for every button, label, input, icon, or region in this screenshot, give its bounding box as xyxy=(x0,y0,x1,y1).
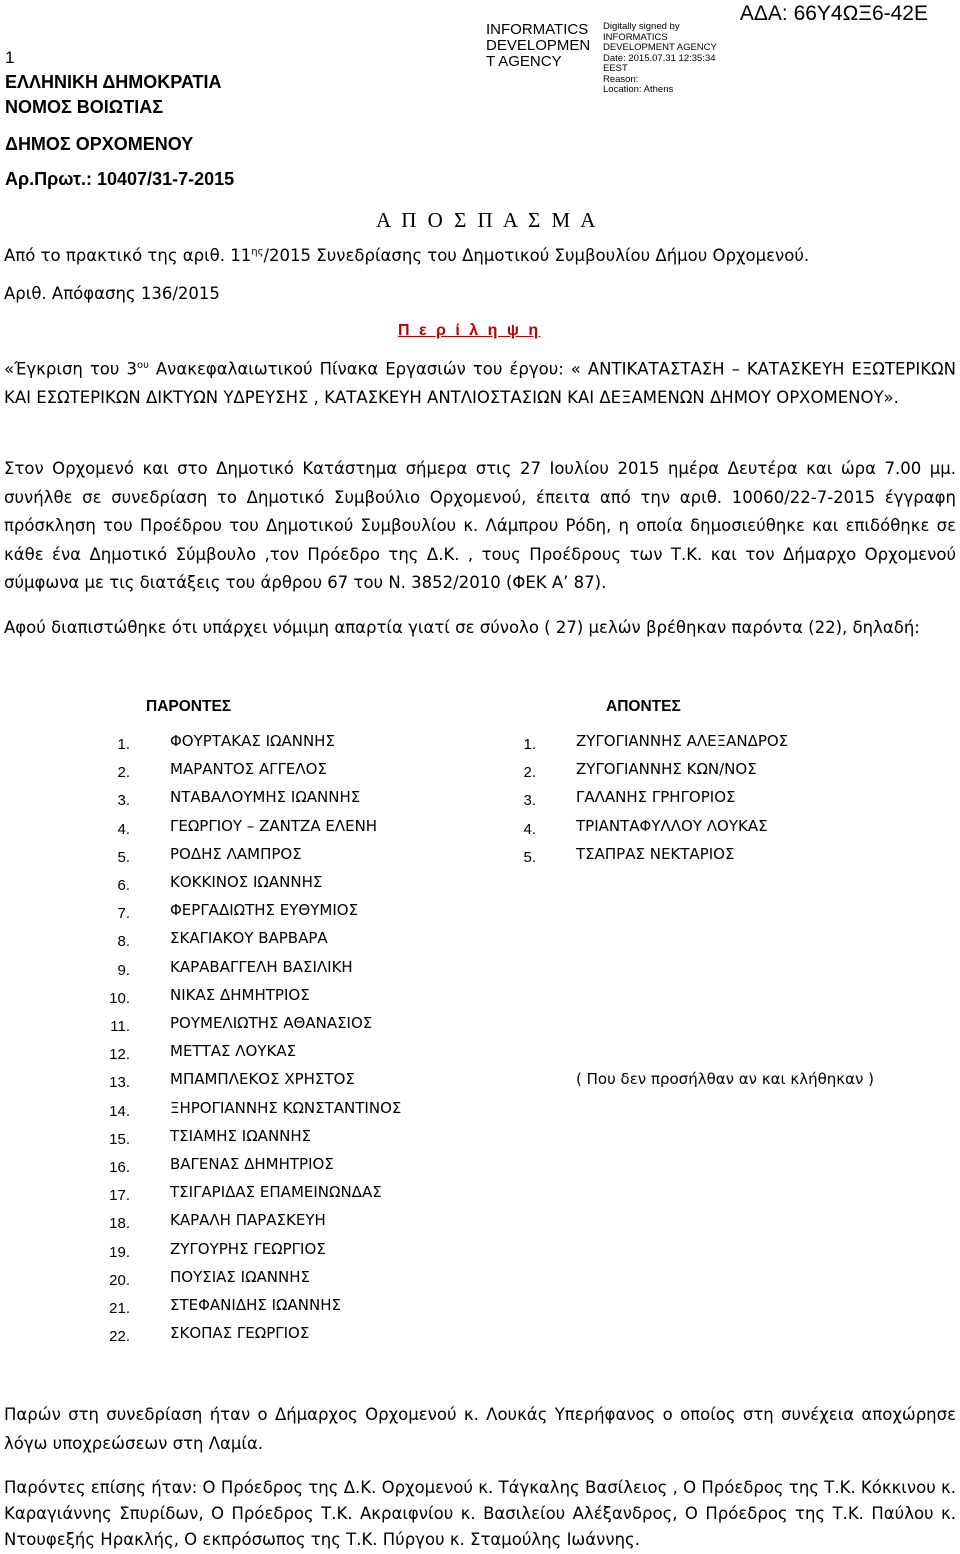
signature-location: Location: Athens xyxy=(603,84,674,95)
signer-name-line1: INFORMATICS xyxy=(486,21,589,38)
member-number: 8. xyxy=(117,933,130,951)
member-number: 18. xyxy=(109,1215,130,1233)
member-number: 1. xyxy=(117,736,130,753)
absent-note: ( Που δεν προσήλθαν αν και κλήθηκαν ) xyxy=(576,1070,875,1088)
member-number: 10. xyxy=(109,989,130,1007)
summary-text xyxy=(4,352,956,412)
meeting-text: Στον Ορχομενό και στο Δημοτικό Κατάστημα σήμερα στις 27 Ιουλίου 2015 ημέρα Δευτέρα και ώρα 7.00 μμ. συνήλθε σε συνεδρίαση το Δημοτικό Συμβούλιο Ορχομενού, έπειτα από την αριθ. 10060/22-7-2015 έγγραφη πρόσκληση του Προέδρου του Δημοτικού Συμβουλίου κ. Λάμπρου Ρόδη, η οποία δημοσιεύθηκε και επιδόθηκε σε κάθε ένα Δημοτικό Σύμβουλο ,τον Πρόεδρο της Δ.Κ. , τους Προέδρους των Τ.Κ. και τον Δήμαρχο Ορχομενού σύμφωνα με τις διατάξεις του άρθρου 67 του Ν. 3852/2010 (ΦΕΚ Α’ 87). xyxy=(4,459,956,592)
member-number: 5. xyxy=(117,848,130,866)
member-name: ΣΚΑΓΙΑΚΟΥ ΒΑΡΒΑΡΑ xyxy=(170,929,328,948)
member-number: 1. xyxy=(523,736,536,753)
member-number: 2. xyxy=(117,764,130,782)
member-name: ΤΣΙΓΑΡΙΔΑΣ ΕΠΑΜΕΙΝΩΝΔΑΣ xyxy=(170,1183,382,1202)
member-number: 21. xyxy=(109,1300,130,1317)
member-number: 16. xyxy=(109,1159,130,1176)
member-name: ΜΑΡΑΝΤΟΣ ΑΓΓΕΛΟΣ xyxy=(170,760,327,779)
member-name: ΚΑΡΑΛΗ ΠΑΡΑΣΚΕΥΗ xyxy=(170,1211,326,1230)
present-heading: ΠΑΡΟΝΤΕΣ xyxy=(146,698,232,715)
member-name: ΦΕΡΓΑΔΙΩΤΗΣ ΕΥΘΥΜΙΟΣ xyxy=(170,901,359,920)
member-name: ΦΟΥΡΤΑΚΑΣ ΙΩΑΝΝΗΣ xyxy=(170,732,335,750)
page-number: 1 xyxy=(5,48,15,67)
signer-name-line3: T AGENCY xyxy=(486,53,562,70)
member-name: ΚΟΚΚΙΝΟΣ ΙΩΑΝΝΗΣ xyxy=(170,873,323,891)
member-number: 7. xyxy=(117,905,130,923)
signature-detail: DEVELOPMENT AGENCY xyxy=(603,42,717,53)
member-name: ΤΣΑΠΡΑΣ ΝΕΚΤΑΡΙΟΣ xyxy=(576,844,735,863)
header-republic: ΕΛΛΗΝΙΚΗ ΔΗΜΟΚΡΑΤΙΑ xyxy=(5,72,222,92)
member-name: ΝΙΚΑΣ ΔΗΜΗΤΡΙΟΣ xyxy=(170,985,310,1004)
member-number: 17. xyxy=(109,1187,130,1205)
member-number: 5. xyxy=(523,848,536,866)
signer-name-line2: DEVELOPMEN xyxy=(486,37,591,54)
member-name: ΤΡΙΑΝΤΑΦΥΛΛΟΥ ΛΟΥΚΑΣ xyxy=(576,816,768,835)
signature-reason: Reason: xyxy=(603,73,639,85)
member-number: 4. xyxy=(117,820,130,838)
absent-heading: ΑΠΟΝΤΕΣ xyxy=(606,698,681,715)
protocol-number: Αρ.Πρωτ.: 10407/31-7-2015 xyxy=(5,169,235,189)
signature-detail: INFORMATICS xyxy=(603,31,668,43)
member-name: ΣΤΕΦΑΝΙΔΗΣ ΙΩΑΝΝΗΣ xyxy=(170,1296,341,1314)
member-number: 9. xyxy=(117,961,130,979)
member-name: ΞΗΡΟΓΙΑΝΝΗΣ ΚΩΝΣΤΑΝΤΙΝΟΣ xyxy=(170,1098,402,1117)
signature-detail: Digitally signed by xyxy=(603,21,680,32)
member-name: ΖΥΓΟΓΙΑΝΝΗΣ ΚΩΝ/ΝΟΣ xyxy=(576,760,757,779)
summary-text-start: «Έγκριση του 3 xyxy=(4,359,137,379)
member-name: ΒΑΓΕΝΑΣ ΔΗΜΗΤΡΙΟΣ xyxy=(170,1155,334,1173)
member-name: ΜΠΑΜΠΛΕΚΟΣ ΧΡΗΣΤΟΣ xyxy=(170,1070,355,1089)
member-number: 4. xyxy=(523,820,536,838)
member-number: 3. xyxy=(523,792,536,810)
member-number: 14. xyxy=(109,1102,130,1120)
member-number: 13. xyxy=(109,1074,130,1092)
member-number: 2. xyxy=(523,764,536,782)
member-name: ΖΥΓΟΓΙΑΝΝΗΣ ΑΛΕΞΑΝΔΡΟΣ xyxy=(576,732,789,750)
signature-detail: EEST xyxy=(603,63,628,74)
member-name: ΠΟΥΣΙΑΣ ΙΩΑΝΝΗΣ xyxy=(170,1267,311,1286)
decision-number: Αριθ. Απόφασης 136/2015 xyxy=(4,284,220,303)
member-name: ΝΤΑΒΑΛΟΥΜΗΣ ΙΩΑΝΝΗΣ xyxy=(170,788,361,807)
member-name: ΡΟΔΗΣ ΛΑΜΠΡΟΣ xyxy=(170,844,302,863)
ada-code: ΑΔΑ: 66Υ4ΩΞ6-42Ε xyxy=(739,2,928,25)
minutes-reference-end: /2015 Συνεδρίασης του Δημοτικού Συμβουλίου Δήμου Ορχομενού. xyxy=(263,246,810,265)
minutes-reference-start: Από το πρακτικό της αριθ. 11 xyxy=(4,246,252,265)
member-number: 22. xyxy=(109,1328,130,1346)
member-number: 20. xyxy=(109,1271,130,1289)
signature-date: Date: 2015.07.31 12:35:34 xyxy=(603,52,716,64)
member-number: 11. xyxy=(110,1018,130,1035)
member-number: 19. xyxy=(109,1243,130,1261)
member-name: ΜΕΤΤΑΣ ΛΟΥΚΑΣ xyxy=(170,1042,297,1061)
mayor-text: Παρών στη συνεδρίαση ήταν ο Δήμαρχος Ορχομενού κ. Λουκάς Υπερήφανος ο οποίος στη συνέχεια αποχώρησε λόγω υποχρεώσεων στη Λαμία. xyxy=(4,1405,956,1453)
header-prefecture: ΝΟΜΟΣ ΒΟΙΩΤΙΑΣ xyxy=(5,97,164,117)
extract-title: Α Π Ο Σ Π Α Σ Μ Α xyxy=(376,208,599,232)
member-name: ΚΑΡΑΒΑΓΓΕΛΗ ΒΑΣΙΛΙΚΗ xyxy=(170,957,353,976)
ordinal-suffix: ου xyxy=(136,360,149,371)
member-name: ΡΟΥΜΕΛΙΩΤΗΣ ΑΘΑΝΑΣΙΟΣ xyxy=(170,1014,373,1032)
member-name: ΖΥΓΟΥΡΗΣ ΓΕΩΡΓΙΟΣ xyxy=(170,1239,326,1258)
member-number: 12. xyxy=(109,1046,130,1064)
ordinal-suffix: ης xyxy=(251,246,264,258)
summary-title: Π ε ρ ί λ η ψ η xyxy=(398,322,541,339)
member-name: ΤΣΙΑΜΗΣ ΙΩΑΝΝΗΣ xyxy=(170,1126,312,1145)
member-name: ΓΕΩΡΓΙΟΥ – ΖΑΝΤΖΑ ΕΛΕΝΗ xyxy=(170,816,378,835)
member-name: ΓΑΛΑΝΗΣ ΓΡΗΓΟΡΙΟΣ xyxy=(576,788,736,807)
member-number: 3. xyxy=(117,792,130,810)
header-municipality: ΔΗΜΟΣ ΟΡΧΟΜΕΝΟΥ xyxy=(5,134,194,154)
summary-text-end: Ανακεφαλαιωτικού Πίνακα Εργασιών του έργου: « ΑΝΤΙΚΑΤΑΣΤΑΣΗ – ΚΑΤΑΣΚΕΥΗ ΕΞΩΤΕΡΙΚΩΝ ΚΑΙ ΕΣΩΤΕΡΙΚΩΝ ΔΙΚΤΥΩΝ ΥΔΡΕΥΣΗΣ , ΚΑΤΑΣΚΕΥΗ ΑΝΤΛΙΟΣΤΑΣΙΩΝ ΚΑΙ ΔΕΞΑΜΕΝΩΝ ΔΗΜΟΥ ΟΡΧΟΜΕΝΟΥ». xyxy=(4,359,957,407)
minutes-reference xyxy=(4,246,809,265)
member-name: ΣΚΟΠΑΣ ΓΕΩΡΓΙΟΣ xyxy=(170,1324,310,1343)
member-number: 6. xyxy=(117,877,130,894)
presidents-text: Παρόντες επίσης ήταν: Ο Πρόεδρος της Δ.Κ. Ορχομενού κ. Τάγκαλης Βασίλειος , Ο Πρόεδρος της Τ.Κ. Κόκκινου κ. Καραγιάννης Σπυρίδων, Ο Πρόεδρος Τ.Κ. Ακραιφνίου κ. Βασιλείου Αλέξανδρος, Ο Πρόεδρος της Τ.Κ. Παύλου κ. Ντουφεξής Ηρακλής, Ο εκπρόσωπος της Τ.Κ. Πύργου κ. Σταμούλης Ιωάννης. xyxy=(4,1478,956,1549)
quorum-text: Αφού διαπιστώθηκε ότι υπάρχει νόμιμη απαρτία γιατί σε σύνολο ( 27) μελών βρέθηκαν παρόντα (22), δηλαδή: xyxy=(4,618,920,637)
member-number: 15. xyxy=(109,1130,130,1148)
